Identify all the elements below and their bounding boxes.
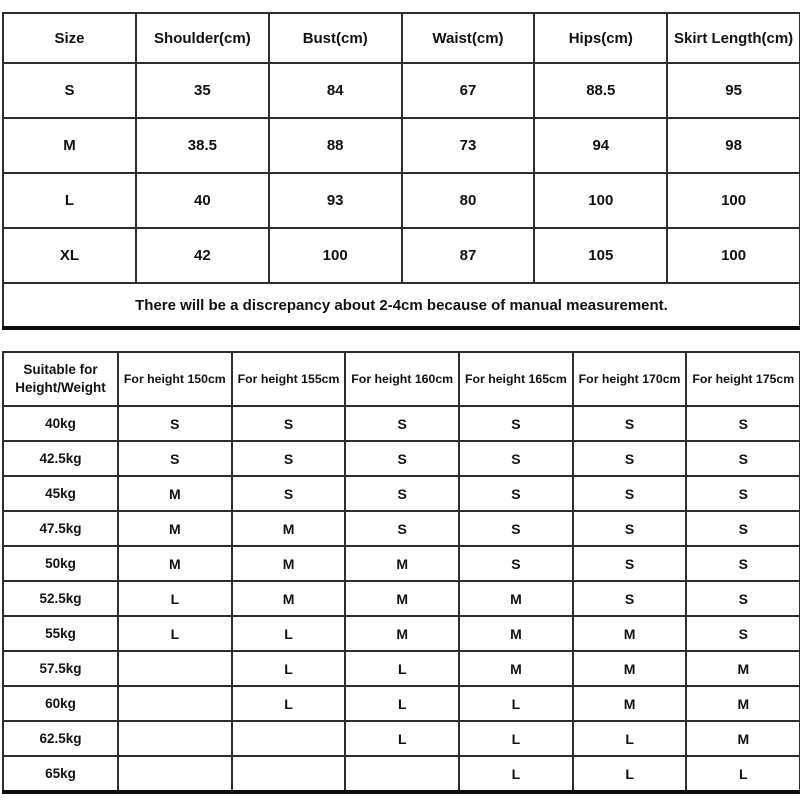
measurement-note: There will be a discrepancy about 2-4cm because of manual measurement. [3,283,800,328]
skirt-length-value: 95 [667,63,800,118]
weight-label: 47.5kg [3,511,118,546]
fit-size-cell: M [573,616,687,651]
size-row-m [3,118,800,173]
skirt-length-value: 98 [667,118,800,173]
bust-value: 88 [269,118,402,173]
hips-value: 105 [534,228,667,283]
fit-size-cell: M [345,616,459,651]
fit-row [3,721,800,756]
waist-column-header: Waist(cm) [402,13,535,63]
fit-row [3,686,800,721]
fit-size-cell: M [459,651,573,686]
weight-label: 45kg [3,476,118,511]
fit-size-cell: M [232,581,346,616]
fit-size-cell: S [686,406,800,441]
fit-size-cell: S [459,406,573,441]
hips-value: 94 [534,118,667,173]
weight-label: 65kg [3,756,118,792]
fit-size-cell: M [686,721,800,756]
fit-size-cell: S [573,476,687,511]
waist-value: 73 [402,118,535,173]
weight-label: 50kg [3,546,118,581]
fit-size-cell [345,756,459,792]
fit-size-cell [118,721,232,756]
fit-size-cell: S [345,441,459,476]
fit-size-cell: L [459,721,573,756]
fit-size-cell: L [345,651,459,686]
size-label: M [3,118,136,173]
height-header-155: For height 155cm [232,352,346,406]
size-row-s [3,63,800,118]
fit-size-cell: S [459,476,573,511]
fit-size-cell: S [686,441,800,476]
fit-size-cell: M [573,686,687,721]
fit-size-cell: S [573,406,687,441]
fit-size-cell: L [459,756,573,792]
fit-size-cell: M [345,546,459,581]
size-row-xl [3,228,800,283]
height-header-170: For height 170cm [573,352,687,406]
fit-size-cell: S [573,546,687,581]
fit-size-cell: S [686,511,800,546]
fit-size-cell: L [232,616,346,651]
fit-size-cell: S [345,476,459,511]
fit-size-cell: M [345,581,459,616]
fit-size-cell: M [459,581,573,616]
fit-row [3,616,800,651]
size-table-header-row [3,13,800,63]
fit-size-cell: S [118,441,232,476]
fit-size-cell [118,651,232,686]
fit-size-cell [232,756,346,792]
fit-size-cell: S [345,406,459,441]
waist-value: 80 [402,173,535,228]
fit-size-cell: S [573,581,687,616]
shoulder-value: 35 [136,63,269,118]
hips-value: 100 [534,173,667,228]
fit-size-cell: S [686,476,800,511]
weight-label: 57.5kg [3,651,118,686]
fit-size-cell [232,721,346,756]
hips-value: 88.5 [534,63,667,118]
note-row [3,283,800,328]
shoulder-column-header: Shoulder(cm) [136,13,269,63]
fit-size-cell: M [118,546,232,581]
fit-size-cell: M [118,476,232,511]
fit-size-cell [118,686,232,721]
size-label: S [3,63,136,118]
fit-size-cell: M [686,651,800,686]
fit-table-header-row [3,352,800,406]
fit-size-cell: L [345,721,459,756]
corner-header: Suitable for Height/Weight [3,352,118,406]
bust-column-header: Bust(cm) [269,13,402,63]
height-header-165: For height 165cm [459,352,573,406]
skirt-length-column-header: Skirt Length(cm) [667,13,800,63]
fit-size-cell: M [232,546,346,581]
skirt-length-value: 100 [667,228,800,283]
fit-size-cell: S [459,441,573,476]
height-header-160: For height 160cm [345,352,459,406]
fit-size-cell: S [232,406,346,441]
fit-size-cell: S [232,476,346,511]
fit-size-cell: S [232,441,346,476]
fit-size-cell: L [232,651,346,686]
fit-size-cell: L [118,616,232,651]
fit-size-cell: M [459,616,573,651]
bust-value: 84 [269,63,402,118]
fit-size-cell: S [459,546,573,581]
fit-size-cell: L [232,686,346,721]
fit-size-cell: S [459,511,573,546]
fit-size-cell: S [118,406,232,441]
fit-row [3,476,800,511]
weight-label: 62.5kg [3,721,118,756]
weight-label: 42.5kg [3,441,118,476]
fit-size-cell: S [573,441,687,476]
fit-size-cell: M [232,511,346,546]
fit-size-cell: S [686,581,800,616]
skirt-length-value: 100 [667,173,800,228]
fit-row [3,581,800,616]
size-label: L [3,173,136,228]
weight-label: 40kg [3,406,118,441]
size-measurement-table [2,12,800,330]
fit-size-cell [118,756,232,792]
weight-label: 52.5kg [3,581,118,616]
size-label: XL [3,228,136,283]
waist-value: 87 [402,228,535,283]
shoulder-value: 42 [136,228,269,283]
fit-size-cell: L [573,721,687,756]
bust-value: 100 [269,228,402,283]
height-header-150: For height 150cm [118,352,232,406]
fit-size-cell: L [118,581,232,616]
weight-label: 55kg [3,616,118,651]
height-header-175: For height 175cm [686,352,800,406]
size-row-l [3,173,800,228]
fit-row [3,441,800,476]
hips-column-header: Hips(cm) [534,13,667,63]
fit-size-cell: M [118,511,232,546]
fit-row [3,651,800,686]
height-weight-fit-table [2,351,800,794]
size-column-header: Size [3,13,136,63]
weight-label: 60kg [3,686,118,721]
waist-value: 67 [402,63,535,118]
shoulder-value: 38.5 [136,118,269,173]
fit-size-cell: S [686,616,800,651]
fit-size-cell: L [686,756,800,792]
fit-size-cell: L [573,756,687,792]
fit-size-cell: S [345,511,459,546]
bust-value: 93 [269,173,402,228]
fit-size-cell: S [686,546,800,581]
fit-row [3,511,800,546]
fit-size-cell: M [573,651,687,686]
fit-row [3,406,800,441]
shoulder-value: 40 [136,173,269,228]
fit-size-cell: L [459,686,573,721]
fit-size-cell: M [686,686,800,721]
fit-row [3,546,800,581]
fit-size-cell: L [345,686,459,721]
fit-row [3,756,800,792]
fit-size-cell: S [573,511,687,546]
